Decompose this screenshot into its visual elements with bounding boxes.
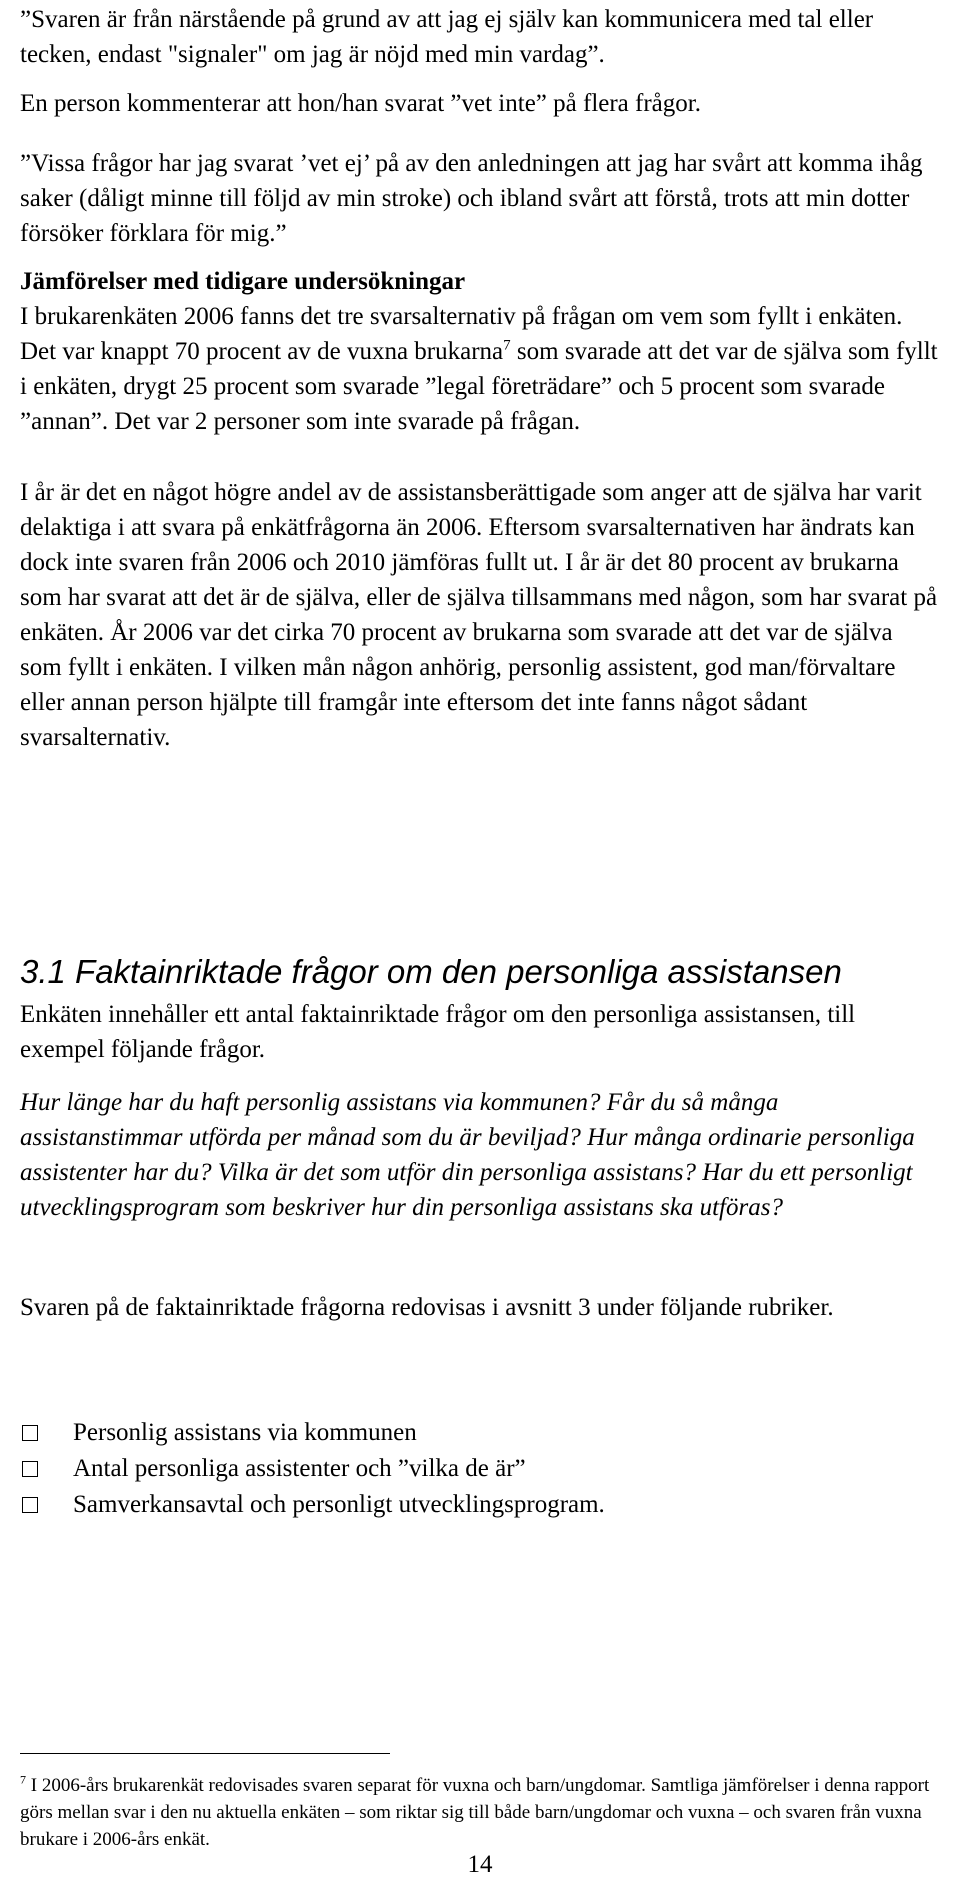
checkbox-bullet-icon xyxy=(22,1461,38,1477)
quote-paragraph-3: ”Vissa frågor har jag svarat ’vet ej’ på av den anledningen att jag har svårt att komma ihåg saker (dåligt minne till följd av min stroke) och ibland svårt att förstå, trots att min dotter försöker förklara för mig.” xyxy=(20,150,923,247)
page-number: 14 xyxy=(467,1851,493,1878)
subsection-heading: 3.1 Faktainriktade frågor om den personliga assistansen xyxy=(20,953,842,990)
footnote-text: I 2006-års brukarenkät redovisades svaren separat för vuxna och barn/ungdomar. Samtliga jämförelser i denna rapport görs mellan svar i den nu aktuella enkäten – som riktar sig till både barn/ungdomar och vuxna – och svaren från vuxna brukare i 2006-års enkät. xyxy=(20,1775,930,1850)
example-questions: Hur länge har du haft personlig assistans via kommunen? Får du så många assistanstimmar utförda per månad som du är beviljad? Hur många ordinarie personliga assistenter har du? Vilka är det som utför din personliga assistans? Har du ett personligt utvecklingsprogram som beskriver hur din personliga assistans ska utföras? xyxy=(20,1089,915,1221)
comparison-text-part-1: I brukarenkäten 2006 fanns det tre svarsalternativ på frågan om vem som fyllt i enkäten. Det var knappt 70 procent av de vuxna brukarna xyxy=(20,303,903,365)
checkbox-bullet-icon xyxy=(22,1425,38,1441)
body-paragraph-2: I år är det en något högre andel av de assistansberättigade som anger att de själva har varit delaktiga i att svara på enkätfrågorna än 2006. Eftersom svarsalternativen har ändrats kan dock inte svaren från 2006 och 2010 jämföras fullt ut. I år är det 80 procent av brukarna som har svarat att det är de själva, eller de själva tillsammans med någon, som har svarat på enkäten. År 2006 var det cirka 70 procent av brukarna som svarade att det var de själva som fyllt i enkäten. I vilken mån någon anhörig, personlig assistent, god man/förvaltare eller annan person hjälpte till framgår inte eftersom det inte fanns något sådant svarsalternativ. xyxy=(20,479,938,751)
list-item: Samverkansavtal och personligt utvecklingsprogram. xyxy=(20,1487,605,1523)
list-item: Antal personliga assistenter och ”vilka de är” xyxy=(20,1451,605,1487)
section-heading: Jämförelser med tidigare undersökningar xyxy=(20,268,466,295)
checkbox-bullet-icon xyxy=(22,1497,38,1513)
body-paragraph-4: Svaren på de faktainriktade frågorna redovisas i avsnitt 3 under följande rubriker. xyxy=(20,1294,834,1321)
footnote xyxy=(20,1772,938,1853)
footnote-divider xyxy=(20,1753,390,1754)
comparison-text-part-2: som svarade att det var de själva som fyllt i enkäten, drygt 25 procent som svarade ”legal företrädare” och 5 procent som svarade ”annan”. Det var 2 personer som inte svarade på frågan. xyxy=(20,338,938,435)
list-item: Personlig assistans via kommunen xyxy=(20,1415,605,1451)
footnote-number: 7 xyxy=(20,1772,26,1787)
body-paragraph-3: Enkäten innehåller ett antal faktainriktade frågor om den personliga assistansen, till exempel följande frågor. xyxy=(20,1001,856,1063)
footnote-reference: 7 xyxy=(503,337,511,354)
comparison-paragraph xyxy=(20,299,938,439)
quote-paragraph-2: En person kommenterar att hon/han svarat ”vet inte” på flera frågor. xyxy=(20,90,701,117)
rubric-list xyxy=(20,1415,605,1523)
quote-paragraph-1: ”Svaren är från närstående på grund av att jag ej själv kan kommunicera med tal eller tecken, endast "signaler" om jag är nöjd med min vardag”. xyxy=(20,6,874,68)
